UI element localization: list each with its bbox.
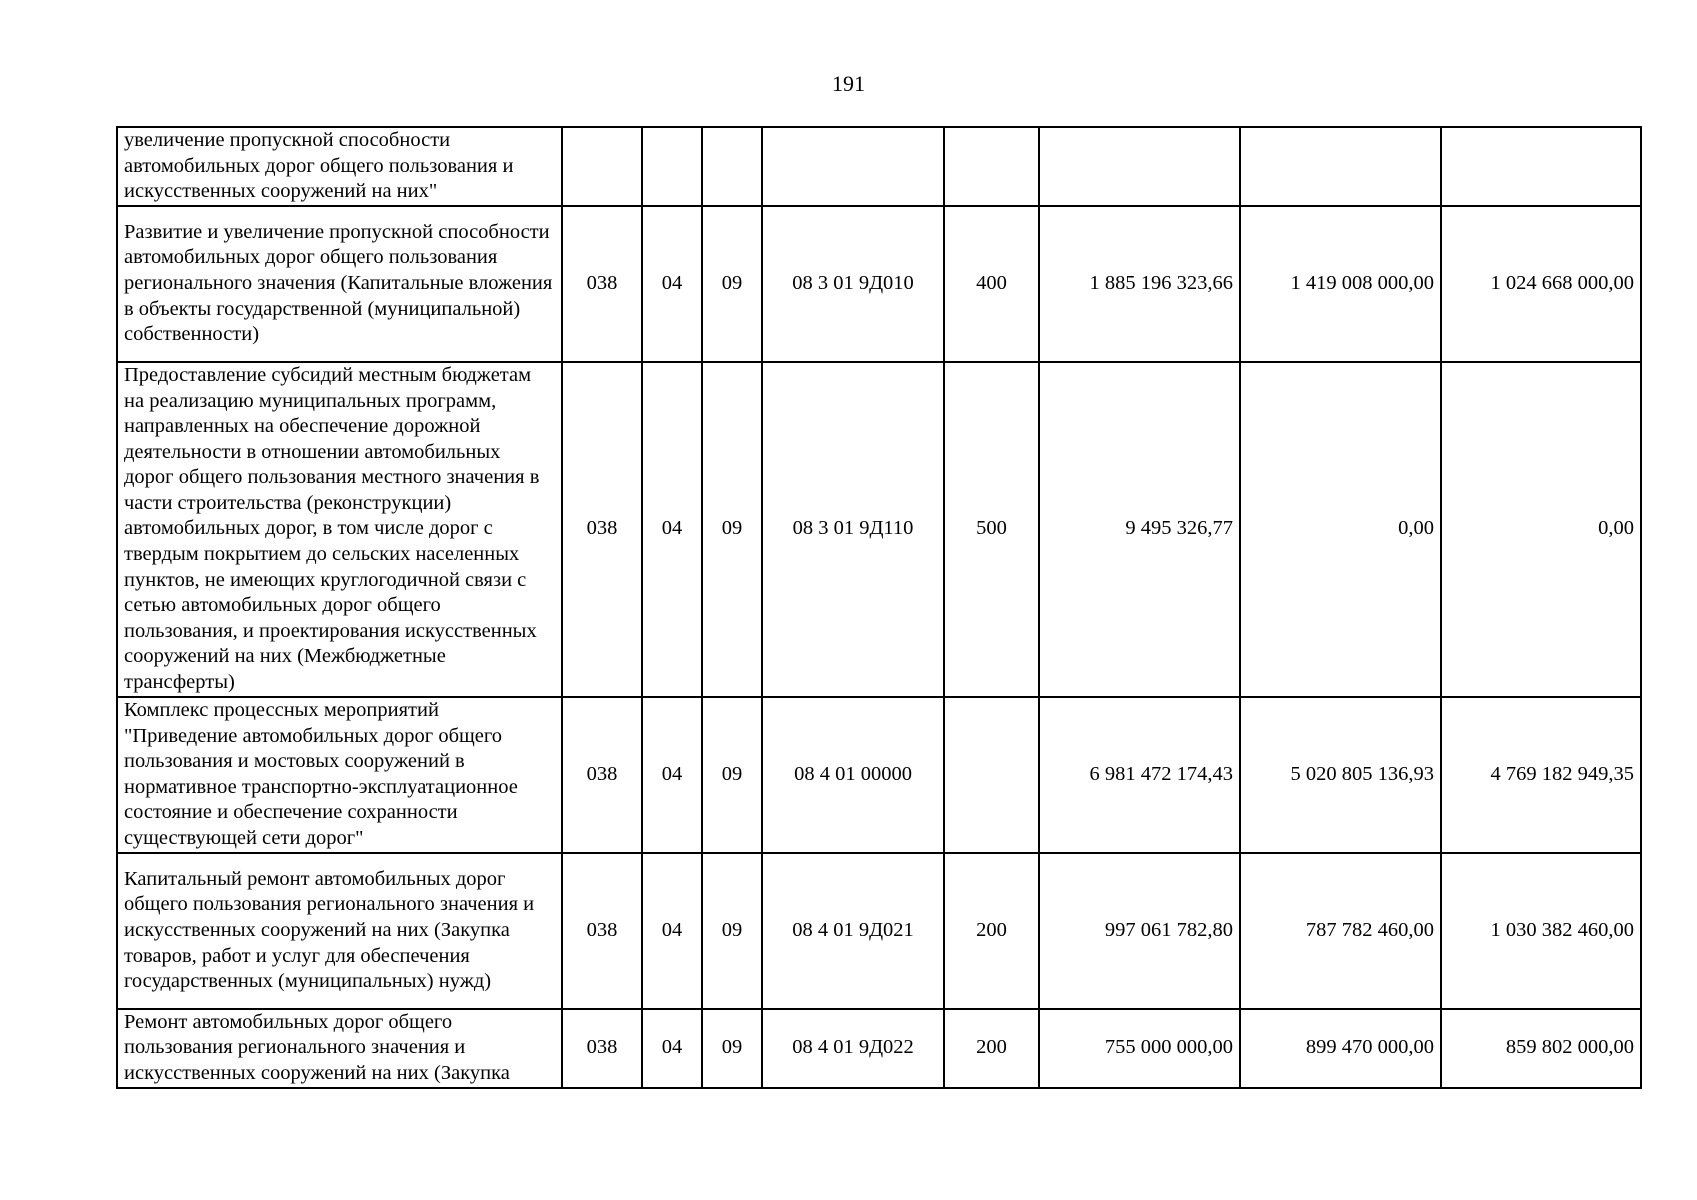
- subsection-code: 09: [702, 1009, 762, 1088]
- table-row: [117, 127, 1641, 206]
- row-description: увеличение пропускной способности автомобильных дорог общего пользования и искусственных сооружений на них": [117, 127, 562, 206]
- table-row: [117, 853, 1641, 1009]
- amount-year-3: 1 024 668 000,00: [1441, 206, 1641, 362]
- section-code: 04: [642, 362, 702, 697]
- amount-year-2: 899 470 000,00: [1240, 1009, 1441, 1088]
- table-row: [117, 1009, 1641, 1088]
- amount-year-1: 9 495 326,77: [1039, 362, 1240, 697]
- target-article-code: 08 3 01 9Д110: [762, 362, 944, 697]
- target-article-code: 08 4 01 9Д021: [762, 853, 944, 1009]
- ministry-code: 038: [562, 853, 642, 1009]
- subsection-code: [702, 127, 762, 206]
- target-article-code: 08 4 01 00000: [762, 697, 944, 853]
- amount-year-3: [1441, 127, 1641, 206]
- expense-type-code: [944, 127, 1039, 206]
- amount-year-2: 0,00: [1240, 362, 1441, 697]
- ministry-code: [562, 127, 642, 206]
- amount-year-1: [1039, 127, 1240, 206]
- expense-type-code: 200: [944, 1009, 1039, 1088]
- table-row: [117, 697, 1641, 853]
- amount-year-2: 5 020 805 136,93: [1240, 697, 1441, 853]
- amount-year-3: 0,00: [1441, 362, 1641, 697]
- ministry-code: 038: [562, 362, 642, 697]
- amount-year-3: 4 769 182 949,35: [1441, 697, 1641, 853]
- subsection-code: 09: [702, 362, 762, 697]
- expense-type-code: 200: [944, 853, 1039, 1009]
- amount-year-2: [1240, 127, 1441, 206]
- amount-year-3: 1 030 382 460,00: [1441, 853, 1641, 1009]
- amount-year-2: 787 782 460,00: [1240, 853, 1441, 1009]
- subsection-code: 09: [702, 697, 762, 853]
- amount-year-1: 755 000 000,00: [1039, 1009, 1240, 1088]
- target-article-code: 08 4 01 9Д022: [762, 1009, 944, 1088]
- table-row: [117, 206, 1641, 362]
- row-description: Ремонт автомобильных дорог общего пользования регионального значения и искусственных сооружений на них (Закупка: [117, 1009, 562, 1088]
- target-article-code: 08 3 01 9Д010: [762, 206, 944, 362]
- subsection-code: 09: [702, 206, 762, 362]
- row-description: Капитальный ремонт автомобильных дорог общего пользования регионального значения и искусственных сооружений на них (Закупка товаров, работ и услуг для обеспечения государственных (муниципальных) нужд): [117, 853, 562, 1009]
- amount-year-1: 6 981 472 174,43: [1039, 697, 1240, 853]
- target-article-code: [762, 127, 944, 206]
- amount-year-2: 1 419 008 000,00: [1240, 206, 1441, 362]
- expense-type-code: [944, 697, 1039, 853]
- ministry-code: 038: [562, 206, 642, 362]
- section-code: 04: [642, 206, 702, 362]
- amount-year-1: 1 885 196 323,66: [1039, 206, 1240, 362]
- section-code: 04: [642, 697, 702, 853]
- budget-table: [116, 126, 1642, 1089]
- amount-year-3: 859 802 000,00: [1441, 1009, 1641, 1088]
- row-description: Развитие и увеличение пропускной способности автомобильных дорог общего пользования регионального значения (Капитальные вложения в объекты государственной (муниципальной) собственности): [117, 206, 562, 362]
- section-code: 04: [642, 853, 702, 1009]
- row-description: Комплекс процессных мероприятий "Приведение автомобильных дорог общего пользования и мостовых сооружений в нормативное транспортно-эксплуатационное состояние и обеспечение сохранности существующей сети дорог": [117, 697, 562, 853]
- table-row: [117, 362, 1641, 697]
- expense-type-code: 500: [944, 362, 1039, 697]
- section-code: [642, 127, 702, 206]
- ministry-code: 038: [562, 697, 642, 853]
- section-code: 04: [642, 1009, 702, 1088]
- ministry-code: 038: [562, 1009, 642, 1088]
- expense-type-code: 400: [944, 206, 1039, 362]
- page-number: 191: [832, 71, 865, 96]
- subsection-code: 09: [702, 853, 762, 1009]
- amount-year-1: 997 061 782,80: [1039, 853, 1240, 1009]
- row-description: Предоставление субсидий местным бюджетам на реализацию муниципальных программ, направленных на обеспечение дорожной деятельности в отношении автомобильных дорог общего пользования местного значения в части строительства (реконструкции) автомобильных дорог, в том числе дорог с твердым покрытием до сельских населенных пунктов, не имеющих круглогодичной связи с сетью автомобильных дорог общего пользования, и проектирования искусственных сооружений на них (Межбюджетные трансферты): [117, 362, 562, 697]
